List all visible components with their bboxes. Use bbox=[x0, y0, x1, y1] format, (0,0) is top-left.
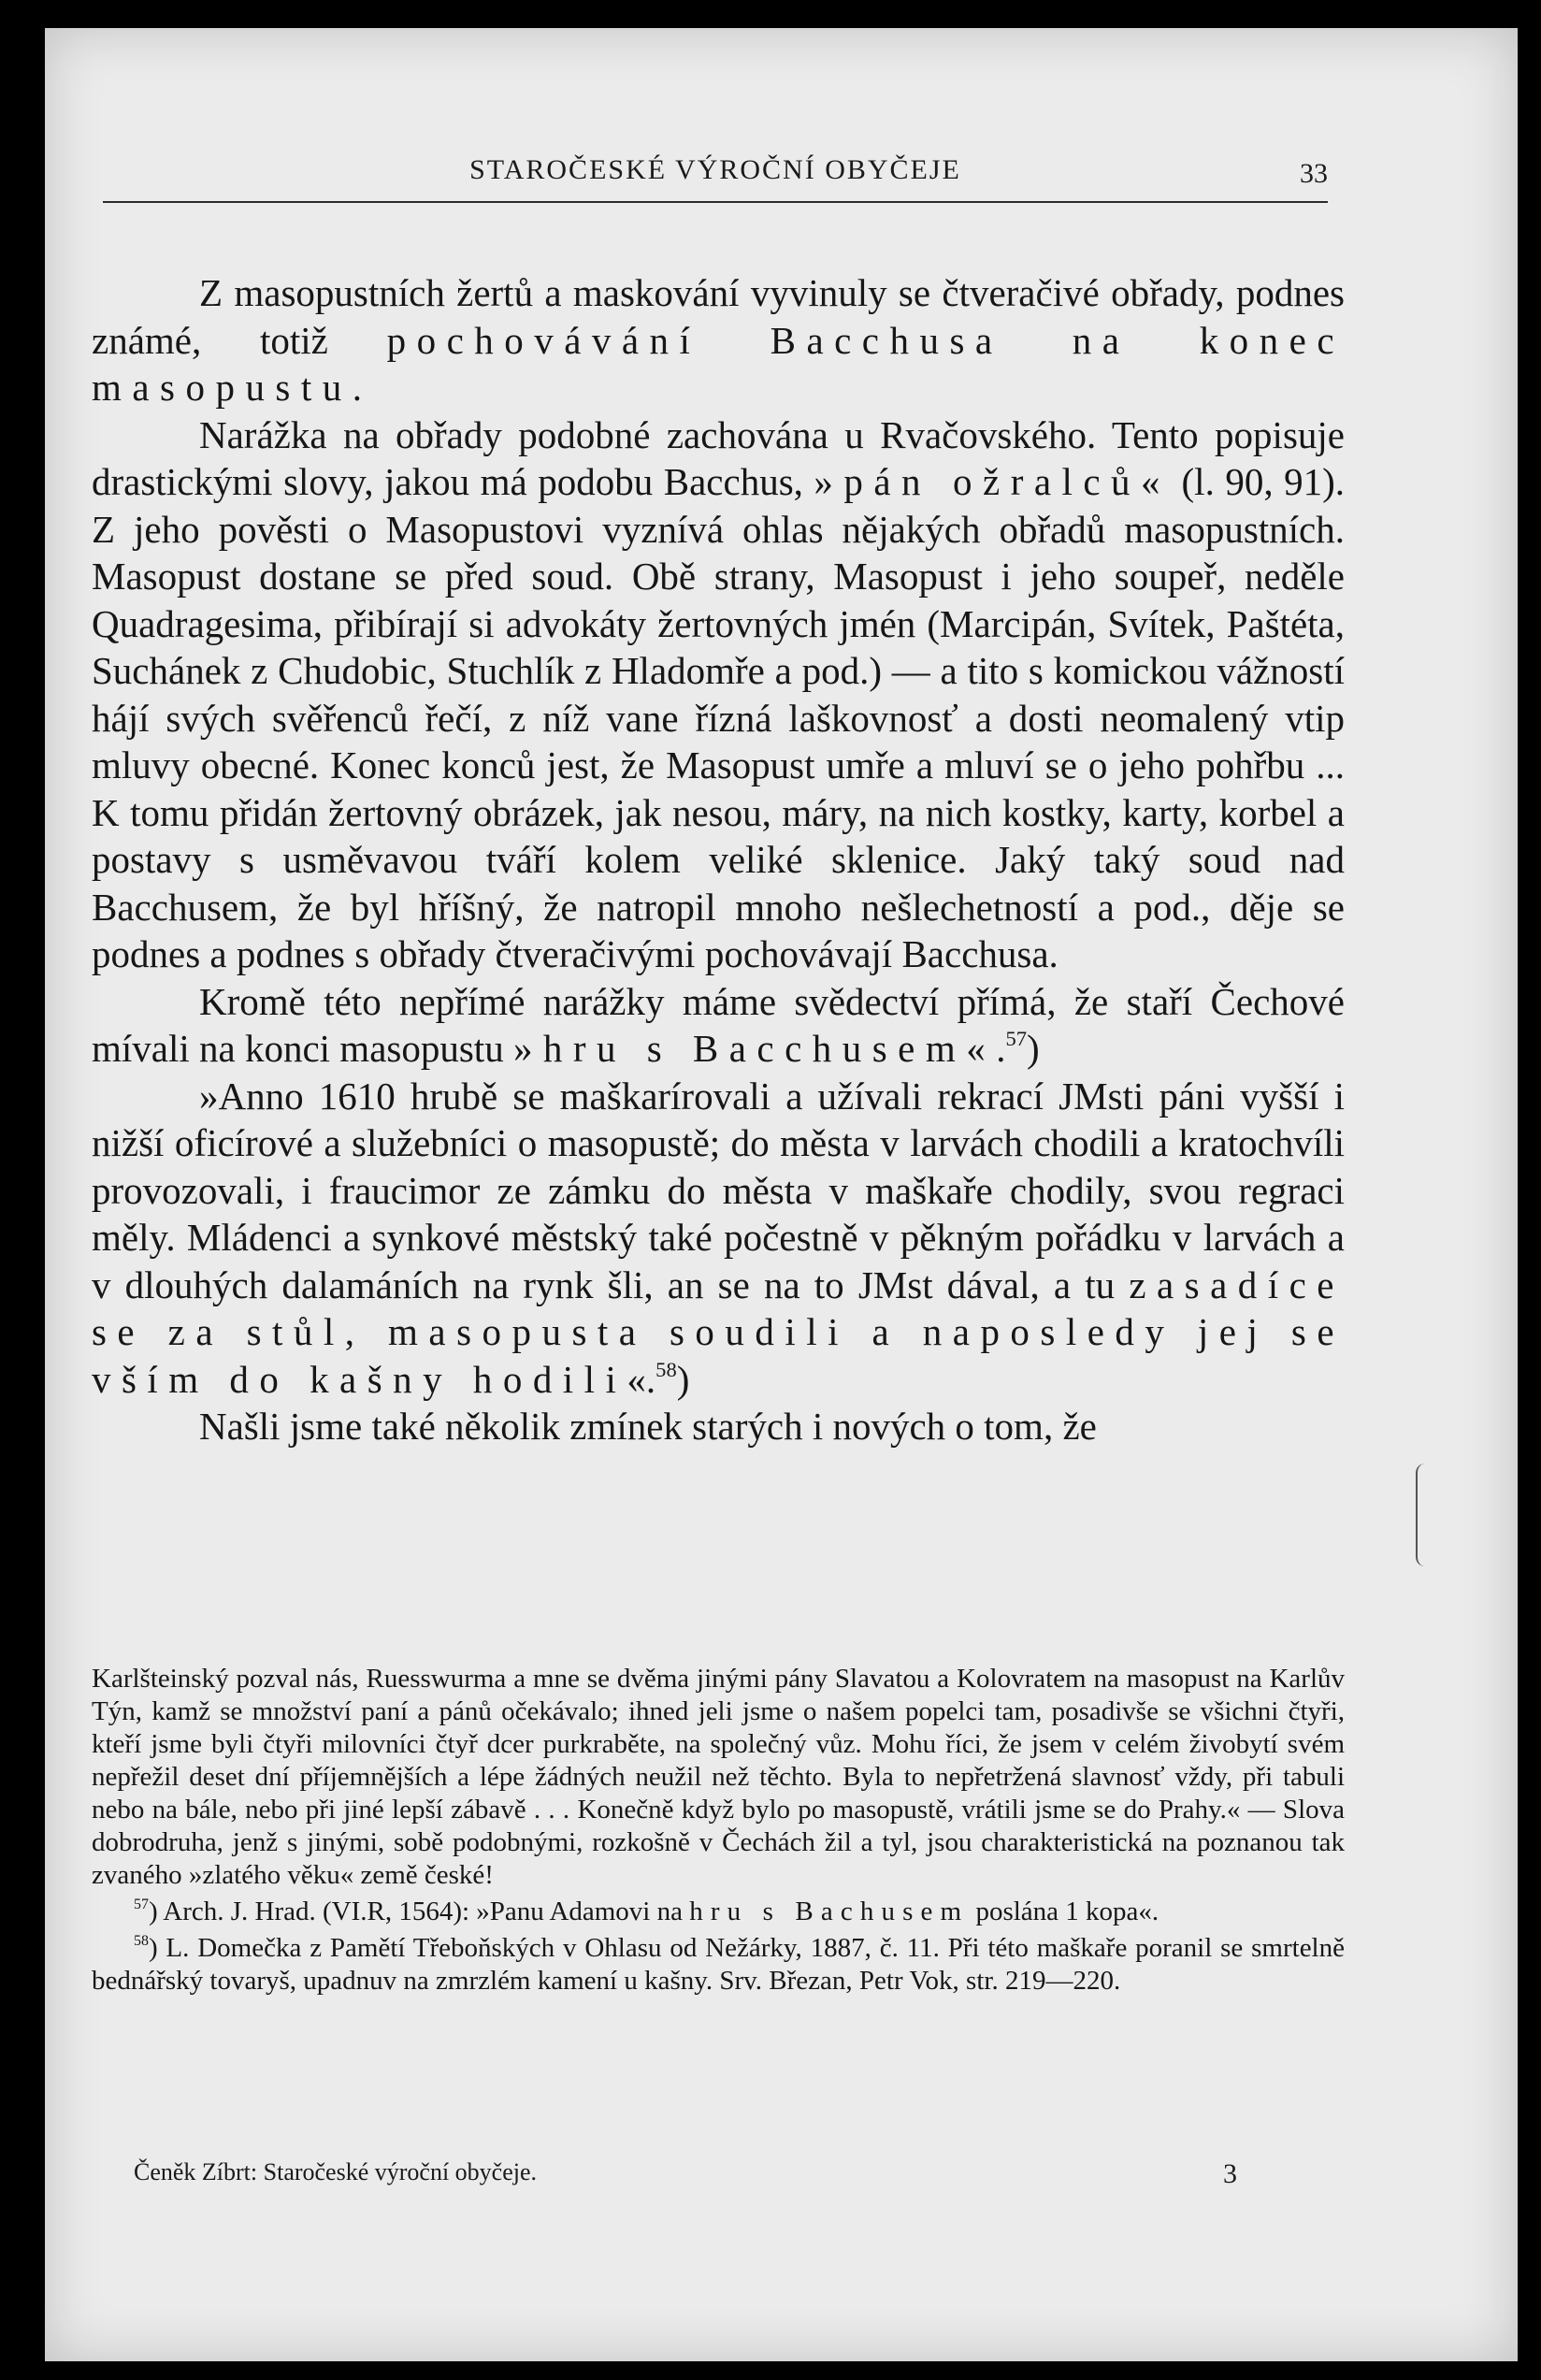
sheet-number: 3 bbox=[1223, 2158, 1237, 2189]
paragraph-1-text: Z masopustních žertů a maskování vyvinuly se čtveračivé obřady, podnes známé, totiž bbox=[92, 271, 1345, 362]
paragraph-3-close: ) bbox=[1027, 1027, 1040, 1070]
paragraph-4 bbox=[92, 1073, 1345, 1404]
paragraph-2-text: Narážka na obřady podobné zachována u Rvačovského. Tento popisuje drastickými slovy, jakou má podobu Bacchus, bbox=[92, 412, 1345, 503]
footnote-57-text: ) Arch. J. Hrad. (VI.R, 1564): »Panu Adamovi na bbox=[148, 1897, 690, 1926]
running-head: STAROČESKÉ VÝROČNÍ OBYČEJE bbox=[469, 154, 961, 185]
footnotes bbox=[92, 1663, 1345, 1998]
page-header bbox=[103, 145, 1328, 203]
paragraph-5: Našli jsme také několik zmínek starých i nových o tom, že bbox=[199, 1405, 1097, 1448]
paragraph-3-punct: . bbox=[996, 1027, 1006, 1070]
paragraph-3 bbox=[92, 978, 1345, 1073]
footnote-57 bbox=[92, 1896, 1345, 1928]
sheet-signature bbox=[134, 2158, 1237, 2189]
paragraph-2-text-cont: (l. 90, 91). Z jeho pověsti o Masopustovi vyznívá ohlas nějakých obřadů masopustních. Masopust dostane se před soud. Obě strany, Masopust i jeho soupeř, neděle Quadragesima, přibírají si advokáty žertovných jmén (Marcipán, Svítek, Paštéta, Suchánek z Chudobic, Stuchlík z Hladomře a pod.) — a tito s komickou vážností hájí svých svěřenců řečí, z níž vane řízná laškovnosť a dosti neomalený vtip mluvy obecné. Konec konců jest, že Masopust umře a mluví se o jeho pohřbu ... K tomu přidán žertovný obrázek, jak nesou, máry, na nich kostky, karty, korbel a postavy s usměvavou tváří kolem veliké sklenice. Jaký taký soud nad Bacchusem, že byl hříšný, že natropil mnoho nešlechetností a pod., děje se podnes a podnes s obřady čtveračivými pochovávají Bacchusa. bbox=[92, 460, 1346, 975]
page-number: 33 bbox=[1300, 158, 1328, 189]
footnote-ref-58: 58 bbox=[655, 1357, 677, 1381]
paragraph-4-close: ) bbox=[676, 1357, 690, 1401]
signature-text: Čeněk Zíbrt: Staročeské výroční obyčeje. bbox=[134, 2158, 538, 2185]
footnote-mark-57: 57 bbox=[134, 1897, 149, 1913]
footnote-58 bbox=[92, 1932, 1345, 1998]
paragraph-4-punct: «. bbox=[626, 1357, 656, 1401]
paragraph-4-text: »Anno 1610 hrubě se maškarírovali a užívali rekrací JMsti páni vyšší i nižší oficírové a služebníci o masopustě; do města v larvách chodili a kratochvíli provozovali, i fraucimor ze zámku do města v maškaře chodily, svou regraci měly. Mládenci a synkové městský také počestně v pěkným pořádku v larvách a v dlouhých dalamáních na rynk šli, an se na to JMst dával, a tu bbox=[92, 1074, 1345, 1306]
spaced-phrase: zasadíce se za stůl, masopusta soudili a naposledy jej se vším do kašny hodili bbox=[92, 1262, 1345, 1401]
footnote-continued: Karlšteinský pozval nás, Ruesswurma a mne se dvěma jinými pány Slavatou a Kolovratem na masopust na Karlův Týn, kamž se množství paní a pánů očekávalo; ihned jeli jsme o našem popelci tam, posadivše se všichni čtyři, kteří jsme byli čtyři milovníci čtyř dcer purkraběte, na společný vůz. Mohu říci, že jsem v celém živobytí svém nepřežil deset dní příjemnějších a lépe žádných neužil než těchto. Byla to nepřetržená slavnosť vždy, při tabuli nebo na bále, nebo při jiné lepší zábavě . . . Konečně když bylo po masopustě, vrátili jsme se do Prahy.« — Slova dobrodruha, jenž s jinými, sobě podobnými, rozkošně v Čechách žil a tyl, jsou charakteristická na poznanou tak zvaného »zlatého věku« země české! bbox=[92, 1664, 1345, 1890]
spaced-phrase: »pán ožralců« bbox=[814, 460, 1172, 503]
margin-bracket-mark bbox=[1416, 1464, 1425, 1566]
main-text bbox=[92, 269, 1345, 1450]
paragraph-2 bbox=[92, 411, 1345, 978]
spaced-phrase: »hru s Bacchusem« bbox=[512, 1027, 997, 1070]
footnote-57-end: poslána 1 kopa«. bbox=[969, 1897, 1159, 1926]
book-page bbox=[45, 28, 1518, 2361]
spaced-phrase: hru s Bachusem bbox=[689, 1897, 970, 1926]
spaced-phrase: pochovávání Bacchusa na konec masopustu. bbox=[92, 318, 1345, 409]
paragraph-1 bbox=[92, 269, 1345, 411]
paragraph-3-text: Kromě této nepřímé narážky máme svědectví přímá, že staří Čechové mívali na konci masopustu bbox=[92, 979, 1345, 1070]
footnote-58-text: ) L. Domečka z Pamětí Třeboňských v Ohlasu od Nežárky, 1887, č. 11. Při této maškaře poranil se smrtelně bednářský tovaryš, upadnuv na zmrzlém kamení u kašny. Srv. Březan, Petr Vok, str. 219—220. bbox=[92, 1933, 1345, 1996]
footnote-mark-58: 58 bbox=[134, 1933, 149, 1950]
footnote-ref-57: 57 bbox=[1005, 1027, 1028, 1051]
